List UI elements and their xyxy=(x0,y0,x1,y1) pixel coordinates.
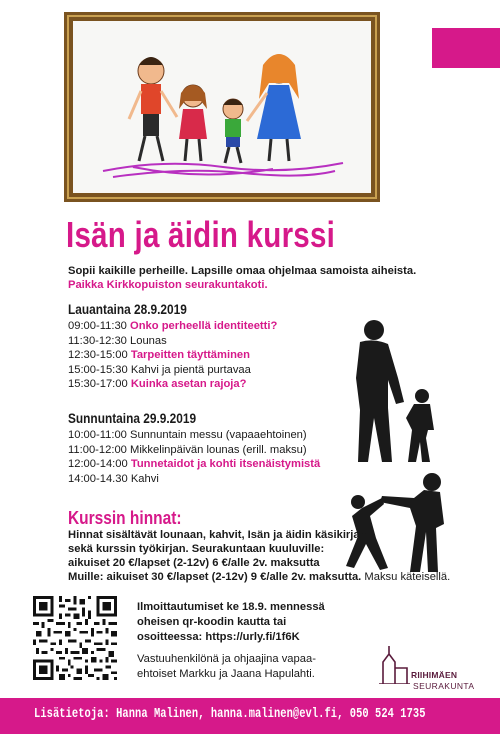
schedule-text: Onko perheellä identiteetti? xyxy=(130,320,278,332)
schedule-text: Tunnetaidot ja kohti itsenäistymistä xyxy=(130,458,321,470)
responsible-line: ehtoiset Markku ja Jaana Hapulahti. xyxy=(137,668,315,680)
schedule-time: 15:00-15:30 xyxy=(68,363,128,376)
church-icon xyxy=(377,644,411,684)
schedule-item xyxy=(68,457,320,472)
sunday-heading: Sunnuntaina 29.9.2019 xyxy=(68,411,197,426)
schedule-item xyxy=(68,428,320,443)
saturday-heading: Lauantaina 28.9.2019 xyxy=(68,302,187,317)
schedule-text: Mikkelinpäivän lounas (erill. maksu) xyxy=(130,443,307,456)
registration-line: Ilmoittautumiset ke 18.9. mennessä xyxy=(137,601,325,613)
logo-line: SEURAKUNTA xyxy=(413,681,475,691)
schedule-item xyxy=(68,348,277,363)
price-line: aikuiset 20 €/lapset (2-12v) 6 €/alle 2v. maksutta xyxy=(68,557,320,569)
family-drawing-illustration xyxy=(73,21,371,193)
schedule-time: 09:00-11:30 xyxy=(68,320,127,332)
schedule-item xyxy=(68,472,320,487)
footer-bar xyxy=(0,698,500,734)
schedule-item xyxy=(68,319,277,334)
contact-info: Lisätietoja: Hanna Malinen, hanna.malinen@evl.fi, 050 524 1735 xyxy=(34,707,426,722)
schedule-text: Lounas xyxy=(130,334,167,347)
page-title: Isän ja äidin kurssi xyxy=(66,214,336,255)
qr-code-icon[interactable] xyxy=(33,596,117,680)
schedule-item xyxy=(68,334,277,349)
schedule-time: 12:30-15:00 xyxy=(68,349,128,361)
schedule-item xyxy=(68,443,320,458)
registration-line: oheisen qr-koodin kautta tai xyxy=(137,616,287,628)
registration-link[interactable]: osoitteessa: https://urly.fi/1f6K xyxy=(137,631,300,643)
schedule-time: 12:00-14:00 xyxy=(68,458,128,470)
prices-heading: Kurssin hinnat: xyxy=(68,508,182,528)
schedule-time: 15:30-17:00 xyxy=(68,378,128,390)
saturday-schedule xyxy=(68,319,277,392)
schedule-text: Tarpeitten täyttäminen xyxy=(130,349,250,361)
schedule-text: Kuinka asetan rajoja? xyxy=(130,378,247,390)
schedule-text: Kahvi ja pientä purtavaa xyxy=(130,363,251,376)
cash-note: Maksu käteisellä. xyxy=(361,571,451,583)
registration-text xyxy=(137,600,325,645)
prices-text xyxy=(68,528,450,584)
parish-logo xyxy=(377,644,481,694)
schedule-text: Sunnuntain messu (vapaaehtoinen) xyxy=(130,429,307,441)
schedule-text: Kahvi xyxy=(130,472,159,485)
parent-child-silhouette xyxy=(338,318,446,464)
framed-family-drawing xyxy=(64,12,380,202)
schedule-time: 11:30-12:30 xyxy=(68,334,127,347)
price-line: Muille: aikuiset 30 €/lapset (2-12v) 9 €/alle 2v. maksutta. xyxy=(68,571,362,583)
pink-corner-tab xyxy=(432,28,500,68)
schedule-item xyxy=(68,363,277,378)
schedule-time: 10:00-11:00 xyxy=(68,429,127,441)
responsible-line: Vastuuhenkilönä ja ohjaajina vapaa- xyxy=(137,653,316,665)
venue-line: Paikka Kirkkopuiston seurakuntakoti. xyxy=(68,279,268,291)
price-line: Hinnat sisältävät lounaan, kahvit, Isän ja äidin käsikirjan xyxy=(68,529,367,541)
price-line: sekä kurssin työkirjan. Seurakuntaan kuuluville: xyxy=(68,543,325,555)
intro-text xyxy=(68,264,416,292)
schedule-time: 11:00-12:00 xyxy=(68,443,127,456)
schedule-item xyxy=(68,377,277,392)
sunday-schedule xyxy=(68,428,320,486)
intro-line: Sopii kaikille perheille. Lapsille omaa ohjelmaa samoista aiheista. xyxy=(68,265,417,277)
schedule-time: 14:00-14.30 xyxy=(68,472,128,485)
responsible-text xyxy=(137,652,316,682)
logo-line: RIIHIMÄEN xyxy=(411,670,458,680)
